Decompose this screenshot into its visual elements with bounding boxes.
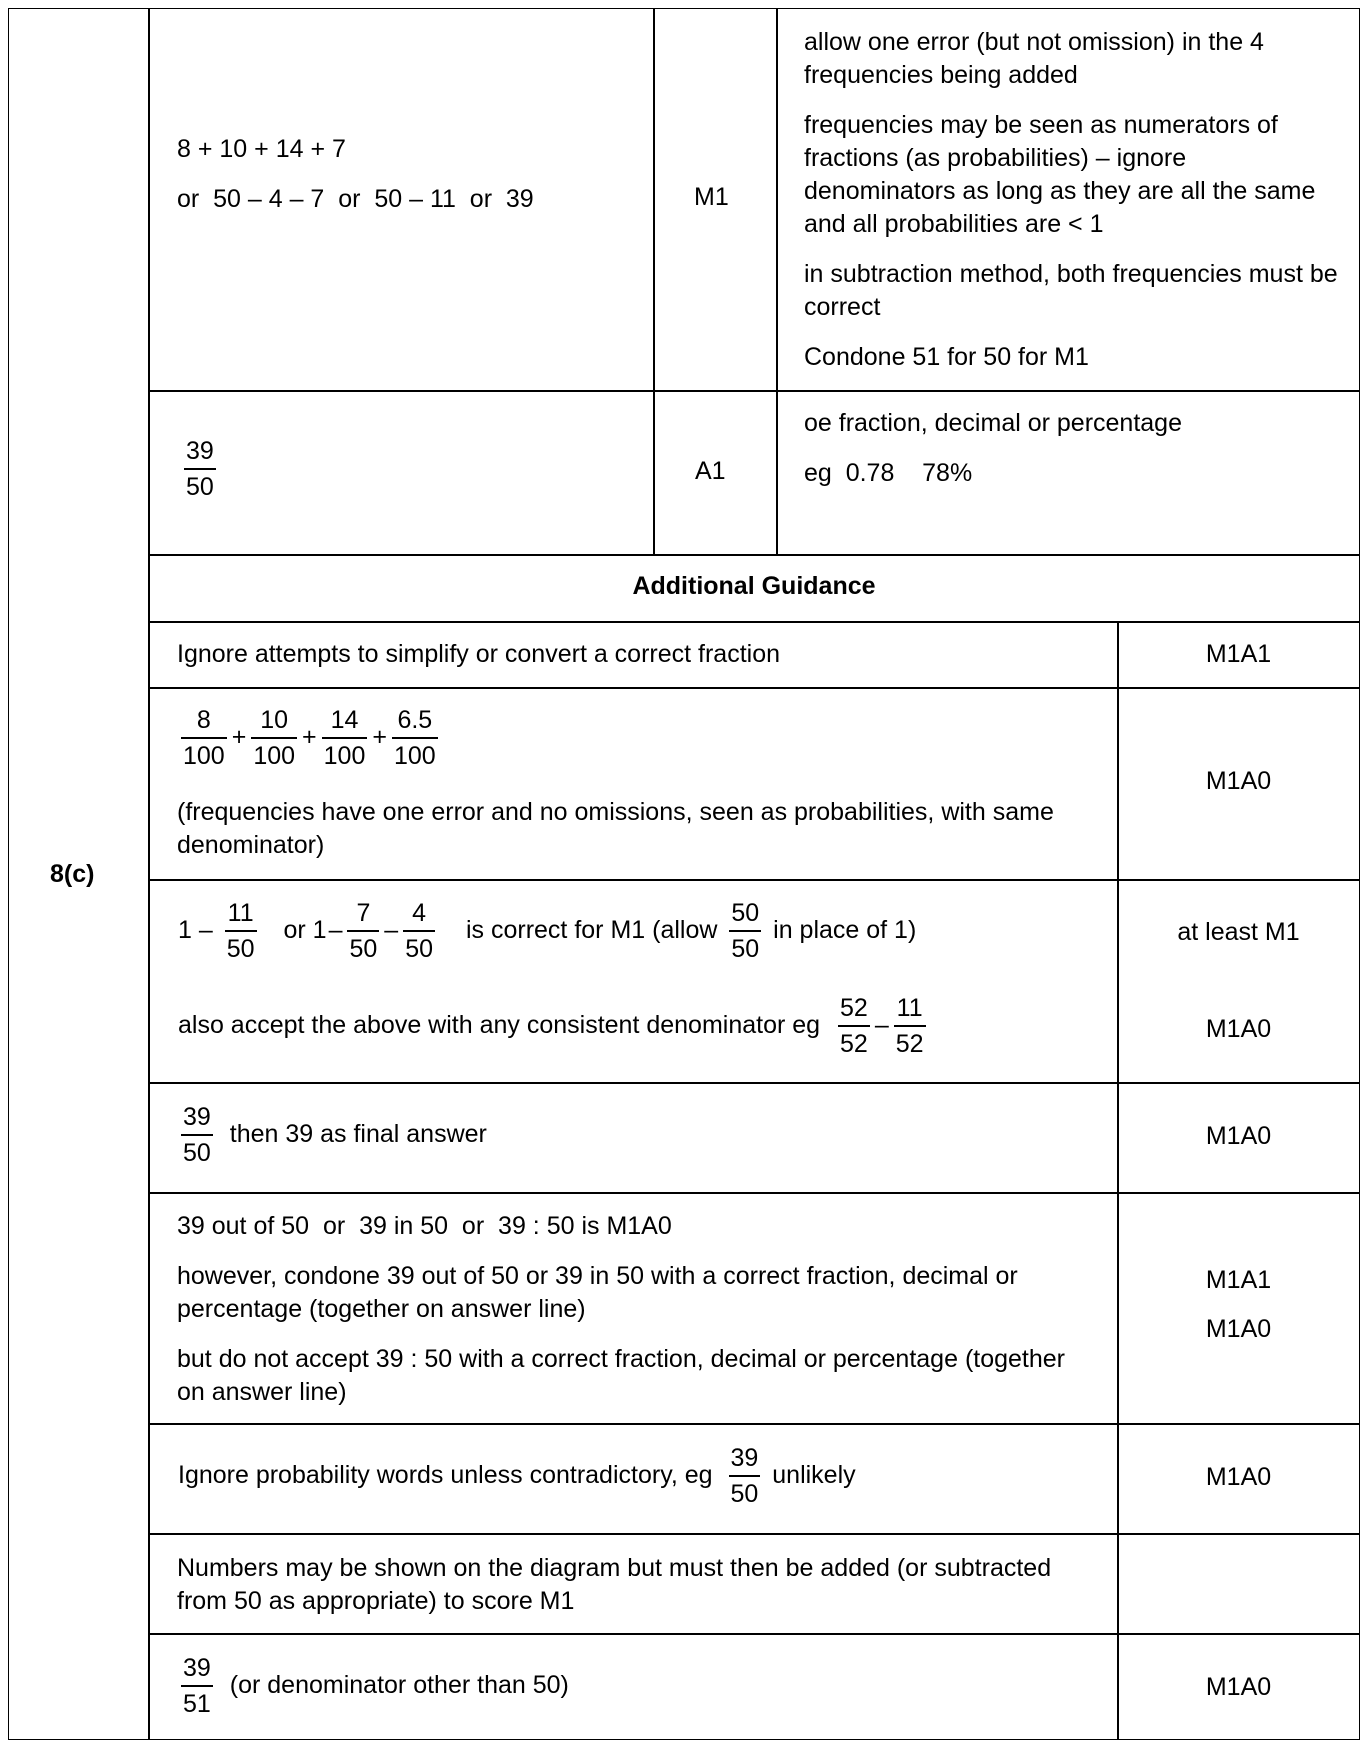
mark-label: M1A0 <box>1205 1122 1272 1150</box>
numerator: 39 <box>730 1444 759 1472</box>
row-divider <box>148 687 1360 689</box>
guidance-text: (frequencies have one error and no omissions, seen as probabilities, with same denominator) <box>177 798 1054 859</box>
mark-label: M1A0 <box>1205 1015 1272 1043</box>
numerator: 14 <box>330 706 359 734</box>
row-divider <box>148 1533 1360 1535</box>
minus-sign: – <box>384 916 399 945</box>
consistent-denominator-line <box>177 991 930 1061</box>
numerator: 11 <box>896 994 923 1022</box>
probability-words-line <box>177 1441 857 1511</box>
row-divider <box>148 1423 1360 1425</box>
numerator: 50 <box>731 899 760 927</box>
guidance-text: (or denominator other than 50) <box>229 1671 569 1700</box>
guidance-text: 39 out of 50 or 39 in 50 or 39 : 50 is M1A0 <box>177 1212 672 1240</box>
comments <box>804 407 1344 490</box>
numerator: 4 <box>412 899 427 927</box>
subtraction-method-line <box>177 896 917 966</box>
guidance-text-block <box>177 1210 1097 1409</box>
guidance-text: but do not accept 39 : 50 with a correct fraction, decimal or percentage (together on answer line) <box>177 1345 1066 1406</box>
denominator: 50 <box>226 934 255 963</box>
row-divider <box>148 390 1360 392</box>
comment-text: eg 0.78 78% <box>804 459 973 487</box>
denominator: 100 <box>393 741 436 770</box>
answer-method <box>177 133 534 216</box>
guidance-title: Additional Guidance <box>632 572 876 600</box>
column-divider <box>776 8 778 554</box>
mark-label: M1A0 <box>1205 767 1272 795</box>
denominator: 100 <box>183 741 225 770</box>
comment-text: frequencies may be seen as numerators of fractions (as probabilities) – ignore denominators as long as they are all the same and all probabilities are < 1 <box>804 111 1316 238</box>
minus-sign: – <box>328 916 343 945</box>
numerator: 39 <box>186 437 214 465</box>
mark-label: A1 <box>695 457 726 485</box>
numerator: 7 <box>356 899 371 927</box>
guidance-text: Ignore probability words unless contradictory, eg <box>178 1461 713 1490</box>
row-divider <box>148 1192 1360 1194</box>
guidance-text: Ignore attempts to simplify or convert a correct fraction <box>177 640 781 668</box>
mark-label: M1A0 <box>1205 1463 1272 1491</box>
numerator: 6.5 <box>397 706 433 734</box>
row-divider <box>148 879 1360 881</box>
row-divider <box>148 1082 1360 1084</box>
mark-label: M1A1 <box>1205 1266 1272 1294</box>
row-divider <box>148 1633 1360 1635</box>
numerator: 39 <box>183 1654 211 1682</box>
expression-text: is correct for M1 (allow <box>465 916 718 945</box>
mark-label: M1A0 <box>1205 1673 1272 1701</box>
comment-text: in subtraction method, both frequencies must be correct <box>804 260 1338 321</box>
row-divider <box>148 621 1360 623</box>
expression-text: or 1 <box>283 916 327 945</box>
plus-sign: + <box>231 723 247 752</box>
denominator: 100 <box>323 741 366 770</box>
guidance-text: Numbers may be shown on the diagram but must then be added (or subtracted from 50 as appropriate) to score M1 <box>177 1554 1052 1615</box>
guidance-text: unlikely <box>772 1461 856 1490</box>
mark-label: M1 <box>694 183 729 211</box>
mark-label: M1A0 <box>1205 1315 1272 1343</box>
mark-label: at least M1 <box>1177 918 1300 946</box>
numerator: 10 <box>260 706 289 734</box>
plus-sign: + <box>372 723 387 752</box>
comment-text: allow one error (but not omission) in the 4 frequencies being added <box>804 28 1264 89</box>
answer-line: 8 + 10 + 14 + 7 <box>177 135 346 163</box>
fraction-then-final <box>177 1100 488 1170</box>
denominator: 50 <box>186 472 214 501</box>
plus-sign: + <box>302 723 317 752</box>
numerator: 8 <box>196 706 211 734</box>
guidance-text: then 39 as final answer <box>229 1120 487 1149</box>
comment-text: oe fraction, decimal or percentage <box>804 409 1182 437</box>
expression-text: 1 – <box>178 916 213 945</box>
numerator: 39 <box>183 1103 211 1131</box>
denominator: 50 <box>405 934 434 963</box>
row-divider <box>148 554 1360 556</box>
guidance-text: also accept the above with any consistent denominator eg <box>178 1011 821 1040</box>
minus-sign: – <box>874 1011 889 1040</box>
denominator: 50 <box>730 1479 759 1508</box>
denominator: 52 <box>895 1029 924 1058</box>
comments <box>804 26 1344 390</box>
fraction-sum <box>177 703 442 773</box>
column-divider <box>653 8 655 554</box>
comment-text: Condone 51 for 50 for M1 <box>804 343 1089 371</box>
denominator: 52 <box>840 1029 868 1058</box>
denominator: 51 <box>183 1689 211 1718</box>
numerator: 52 <box>840 994 868 1022</box>
column-divider <box>148 8 150 1740</box>
answer-line: or 50 – 4 – 7 or 50 – 11 or 39 <box>177 185 534 213</box>
denominator: 50 <box>183 1138 211 1167</box>
denominator: 100 <box>253 741 296 770</box>
answer-fraction <box>180 434 220 504</box>
guidance-text: however, condone 39 out of 50 or 39 in 50 with a correct fraction, decimal or percentage (together on answer line) <box>177 1262 1018 1323</box>
fraction-other-denominator <box>177 1651 570 1721</box>
denominator: 50 <box>349 934 378 963</box>
numerator: 11 <box>227 899 254 927</box>
denominator: 50 <box>731 934 760 963</box>
expression-text: in place of 1) <box>773 916 917 945</box>
mark-label: M1A1 <box>1205 640 1272 668</box>
question-number: 8(c) <box>50 860 95 888</box>
